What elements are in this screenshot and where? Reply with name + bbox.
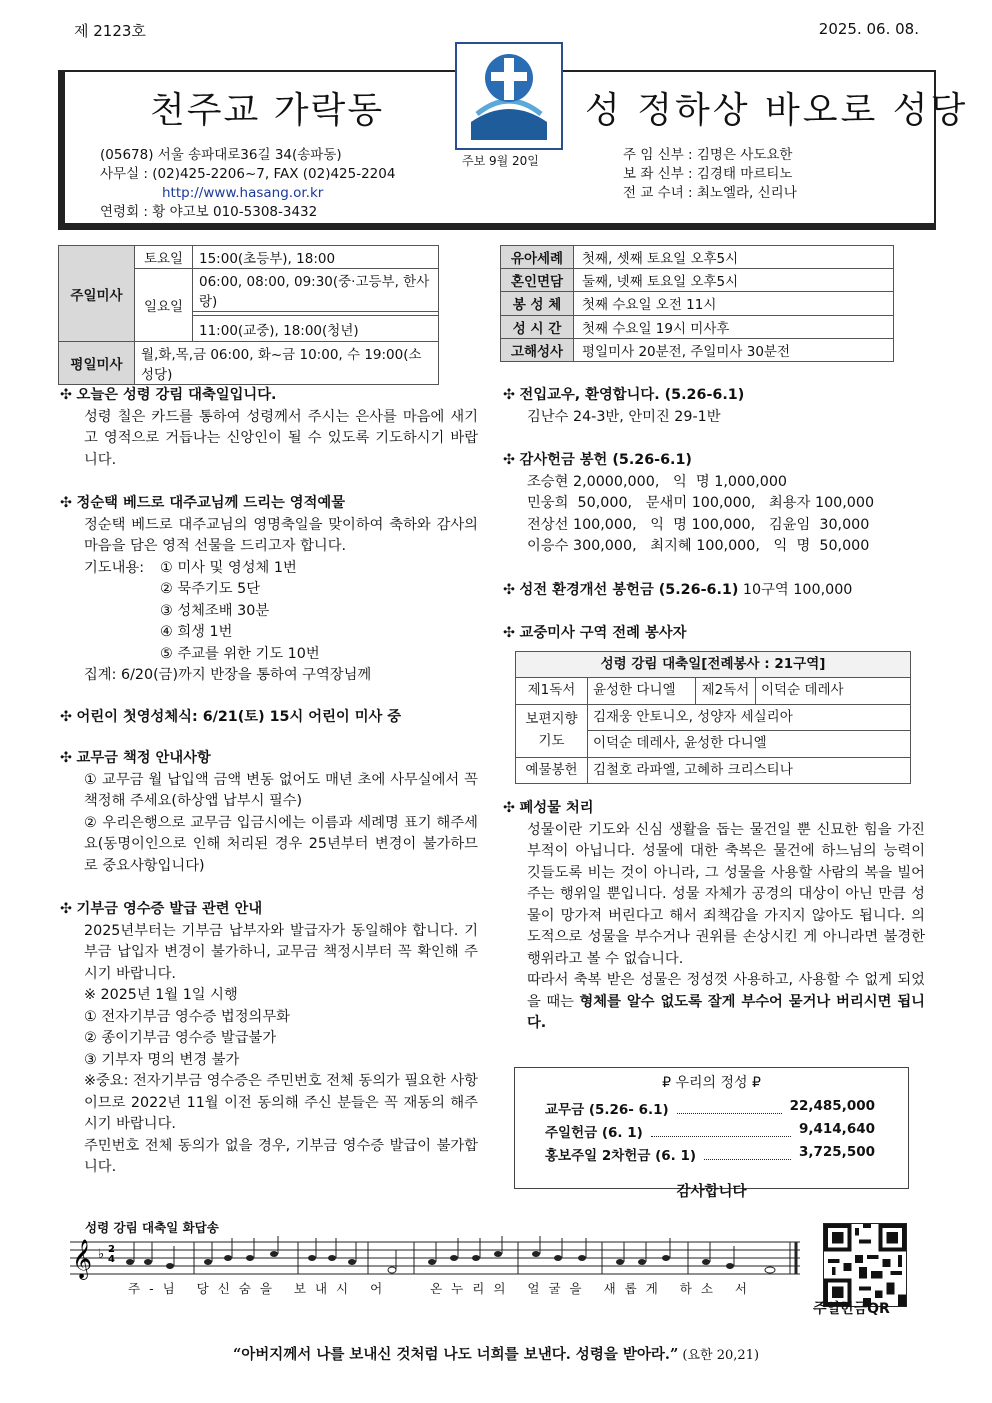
prayer-collection-note: 집계: 6/20(금)까지 반장을 통하여 구역장님께: [84, 667, 372, 683]
sunday-times-2: 11:00(교중), 18:00(청년): [193, 316, 439, 342]
assistant-pastor: 보 좌 신부 : 김경태 마르티노: [623, 166, 793, 182]
confession-label: 고해성사: [501, 338, 574, 361]
saturday-label: 토요일: [135, 246, 193, 269]
diocese-title: 천주교 가락동: [150, 90, 385, 131]
sunday-label: 일요일: [135, 269, 193, 342]
disposal-body: 성물이란 기도와 신심 생활을 돕는 물건일 뿐 신묘한 힘을 가진 부적이 아닙니다. 성물에 대한 축복은 물건에 하느님의 능력이 깃들도록 비는 것이 아니라, 그 성물을 사용할 사람의 복을 빌어주는 행위일 뿐입니다. 성물 자체가 공경의 대상이 아닌 만큼 성물이 망가져 버린다고 해서 죄책감을 가지지 않아도 됩니다. 의도적으로 성물을 부수거나 권위를 손상시킨 게 아니라면 불경한 행위라고 볼 수 없습니다.: [527, 821, 925, 967]
infant-baptism-label: 유아세례: [501, 246, 574, 269]
offering-rows: [545, 1098, 875, 1167]
scripture-quote: [0, 1343, 992, 1364]
receipt-line: ※ 2025년 1월 1일 시행: [84, 987, 238, 1003]
infant-baptism-value: 첫째, 셋째 토요일 오후5시: [574, 246, 894, 269]
reader2-name: 이덕순 데레사: [756, 678, 911, 705]
parish-title: 성 정하상 바오로 성당: [585, 90, 969, 131]
communion-label: 봉 성 체: [501, 292, 574, 315]
offering-thanks: 감사합니다: [676, 1184, 747, 1200]
receipt-line: ③ 기부자 명의 변경 불가: [84, 1051, 240, 1068]
notice-newcomers-title: ✣ 전입교우, 환영합니다. (5.26-6.1): [503, 385, 925, 407]
prayer-item: ② 묵주기도 5단: [160, 581, 261, 597]
communion-value: 첫째 수요일 오전 11시: [574, 292, 894, 315]
reader1-label: 제1독서: [516, 678, 588, 705]
reader2-label: 제2독서: [696, 678, 756, 705]
receipt-consent-note: 주민번호 전체 동의가 없을 경우, 기부금 영수증 발급이 불가합니다.: [84, 1137, 478, 1175]
parish-contact: [100, 146, 395, 222]
receipt-important-note: ※중요: 전자기부금 영수증은 주민번호 전체 동의가 필요한 사항이므로 2022년 11월 이전 동의해 주신 분들은 꼭 재동의 해주시기 바랍니다.: [84, 1073, 478, 1132]
offering-amount: 9,414,640: [798, 1121, 875, 1137]
donor-row: 전상선 100,000, 익 명 100,000, 김윤임 30,000: [527, 516, 870, 533]
receipt-line: ② 종이기부금 영수증 발급불가: [84, 1030, 277, 1046]
sacrament-schedule-table: [500, 245, 894, 362]
offering-qr-code[interactable]: [823, 1223, 907, 1307]
offering-label: 주일헌금 (6. 1): [545, 1125, 643, 1141]
weekday-times: 월,화,목,금 06:00, 화~금 10:00, 수 19:00(소성당): [135, 342, 439, 385]
notice-dues-title: ✣ 교무금 책정 안내사항: [60, 748, 478, 770]
pastor: 주 임 신부 : 김명은 사도요한: [623, 147, 793, 163]
offering-label: 홍보주일 2차헌금 (6. 1): [545, 1148, 697, 1164]
dues-item-2: ② 우리은행으로 교무금 입금시에는 이름과 세례명 표기 해주세요(동명이인으로 인해 처리된 경우 25년부터 변경이 불가하므로 중요사항입니다): [84, 814, 478, 874]
notice-first-communion-title: ✣ 어린이 첫영성체식: 6/21(토) 15시 어린이 미사 중: [60, 707, 478, 729]
renovation-title: ✣ 성전 환경개선 봉헌금 (5.26-6.1): [503, 582, 738, 598]
psalm-title: 성령 강림 대축일 화답송: [85, 1220, 219, 1235]
offering-title: ₽ 우리의 정성 ₽: [662, 1075, 761, 1091]
liturgy-servers-table: [515, 651, 911, 785]
offering-amount: 22,485,000: [789, 1098, 875, 1114]
clergy-list: [623, 146, 797, 203]
sister: 전 교 수녀 : 최노엘라, 신리나: [623, 185, 797, 201]
psalm-lyrics: 주-님 당신숨을 보내시 어 온누리의 얼굴을 새롭게 하소 서: [128, 1281, 756, 1296]
svg-text:2: 2: [108, 1244, 115, 1255]
prayer-list: [60, 558, 478, 666]
renovation-amount: 10구역 100,000: [738, 581, 853, 598]
right-column: [503, 385, 925, 1035]
offering-row: [545, 1121, 875, 1144]
prayer-list-label: 기도내용:: [84, 559, 145, 576]
saturday-times: 15:00(초등부), 18:00: [193, 246, 439, 269]
svg-text:4: 4: [108, 1254, 115, 1265]
offering-label: 교무금 (5.26- 6.1): [545, 1102, 669, 1118]
confession-value: 평일미사 20분전, 주일미사 30분전: [574, 338, 894, 361]
disposal-body-2: [503, 970, 925, 1035]
sunday-times-1: 06:00, 08:00, 09:30(중·고등부, 한사랑): [193, 269, 439, 312]
notice-spiritual-gift-body: 정순택 베드로 대주교님의 영명축일을 맞이하여 축하와 감사의 마음을 담은 영적 선물을 드리고자 합니다.: [84, 516, 478, 554]
offering-row: [545, 1144, 875, 1167]
prayer-item: ① 미사 및 영성체 1번: [160, 559, 297, 576]
notice-pentecost-title: ✣ 오늘은 성령 강림 대축일입니다.: [60, 385, 478, 407]
prayer-item: ③ 성체조배 30분: [160, 602, 270, 619]
parish-logo: [455, 42, 563, 150]
holy-hour-value: 첫째 수요일 19시 미사후: [574, 315, 894, 338]
offering-amount: 3,725,500: [798, 1144, 875, 1160]
notice-spiritual-gift-title: ✣ 정순택 베드로 대주교님께 드리는 영적예물: [60, 493, 478, 515]
prayer-label: 보편지향 기도: [516, 704, 588, 757]
marriage-label: 혼인면담: [501, 269, 574, 292]
offertory-label: 예물봉헌: [516, 757, 588, 784]
quote-reference: (요한 20,21): [678, 1348, 760, 1363]
mass-schedule-table: [58, 245, 439, 385]
offering-row: [545, 1098, 875, 1121]
receipt-body: 2025년부터는 기부금 납부자와 발급자가 동일해야 합니다. 기부금 납입자 변경이 불가하니, 교무금 책정시부터 꼭 확인해 주시기 바랍니다.: [84, 922, 478, 982]
notice-thanks-offering-title: ✣ 감사헌금 봉헌 (5.26-6.1): [503, 450, 925, 472]
weekly-note: 주보 9월 20일: [462, 154, 539, 168]
prayer-servers-2: 이덕순 데레사, 윤성한 다니엘: [588, 731, 911, 758]
prayer-servers-1: 김재웅 안토니오, 성양자 세실리아: [588, 704, 911, 731]
offertory-servers: 김철호 라파엘, 고혜하 크리스티나: [588, 757, 911, 784]
svg-text:♭: ♭: [98, 1247, 105, 1262]
qr-label: 주일헌금QR: [813, 1301, 890, 1317]
dues-item-1: ① 교무금 월 납입액 금액 변동 없어도 매년 초에 사무실에서 꼭 책정해 주세요(하상앱 납부시 필수): [84, 771, 478, 809]
disposal-body-2-text: 따라서 축복 받은 성물은 정성껏 사용하고, 사용할 수 없게 되었을 때는: [527, 972, 925, 1010]
newcomers-list: 김난수 24-3반, 안미진 29-1반: [527, 408, 721, 425]
notice-renovation: [503, 580, 925, 602]
sunday-mass-label: 주일미사: [59, 246, 135, 342]
disposal-body-2-emphasis: 형체를 알수 없도록 잘게 부수어 묻거나 버리시면 됩니다.: [527, 993, 925, 1031]
receipt-line: ① 전자기부금 영수증 법정의무화: [84, 1008, 290, 1025]
donor-row: 민웅희 50,000, 문새미 100,000, 최용자 100,000: [527, 495, 875, 511]
notice-liturgy-title: ✣ 교중미사 구역 전례 봉사자: [503, 623, 925, 645]
prayer-item: ④ 희생 1번: [160, 624, 233, 640]
notice-pentecost-body: 성령 칠은 카드를 통하여 성령께서 주시는 은사를 마음에 새기고 영적으로 거듭나는 신앙인이 될 수 있도록 기도하시기 바랍니다.: [84, 408, 478, 468]
liturgy-table-header: 성령 강림 대축일[전례봉사 : 21구역]: [516, 651, 911, 678]
notice-disposal-title: ✣ 폐성물 처리: [503, 798, 925, 820]
donor-row: 조승현 2,0000,000, 익 명 1,000,000: [527, 473, 788, 490]
notice-receipt-title: ✣ 기부금 영수증 발급 관련 안내: [60, 899, 478, 921]
holy-hour-label: 성 시 간: [501, 315, 574, 338]
prayer-item: ⑤ 주교를 위한 기도 10번: [160, 645, 320, 662]
issue-number: 제 2123호: [74, 22, 146, 40]
office-phone: 사무실 : (02)425-2206~7, FAX (02)425-2204: [100, 166, 396, 182]
donor-row: 이응수 300,000, 최지혜 100,000, 익 명 50,000: [527, 538, 870, 554]
svg-text:𝄞: 𝄞: [72, 1239, 93, 1279]
reader1-name: 윤성한 다니엘: [588, 678, 696, 705]
issue-date: 2025. 06. 08.: [818, 20, 919, 38]
website-link[interactable]: http://www.hasang.or.kr: [162, 185, 324, 201]
address: (05678) 서울 송파대로36길 34(송파동): [100, 147, 342, 163]
left-column: [60, 385, 478, 1179]
marriage-value: 둘째, 넷째 토요일 오후5시: [574, 269, 894, 292]
quote-text: “아버지께서 나를 보내신 것처럼 나도 너희를 보낸다. 성령을 받아라.”: [232, 1346, 679, 1363]
weekday-mass-label: 평일미사: [59, 342, 135, 385]
council-contact: 연령회 : 황 야고보 010-5308-3432: [100, 204, 318, 220]
